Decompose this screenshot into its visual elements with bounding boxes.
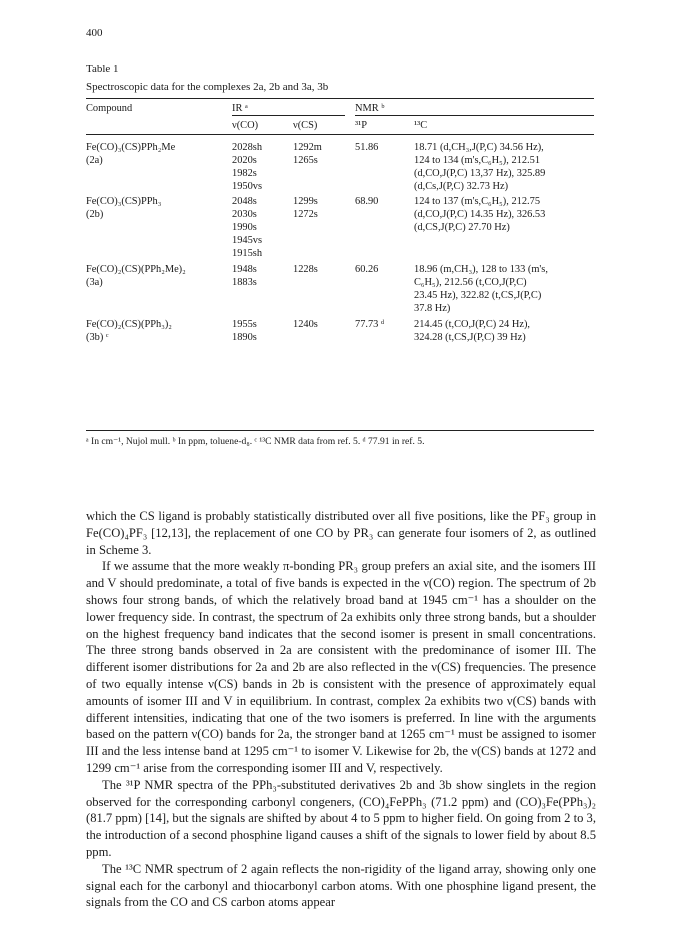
v-co-value: 1990s bbox=[232, 222, 257, 233]
v-co-value: 2030s bbox=[232, 209, 257, 220]
table-title: Table 1 bbox=[86, 63, 119, 75]
body-text bbox=[86, 508, 596, 911]
v-cs-value: 1265s bbox=[293, 155, 318, 166]
compound-formula: Fe(CO)₂(CS)(PPh₂Me)₂ bbox=[86, 264, 186, 275]
p31-value: 51.86 bbox=[355, 142, 379, 153]
p31-value: 60.26 bbox=[355, 264, 379, 275]
compound-label: (2a) bbox=[86, 155, 103, 166]
v-co-value: 1915sh bbox=[232, 248, 263, 259]
table-caption: Spectroscopic data for the complexes 2a, 2b and 3a, 3b bbox=[86, 81, 329, 93]
c13-value: (d,CS,J(P,C) 27.70 Hz) bbox=[414, 222, 510, 233]
compound-label: (2b) bbox=[86, 209, 104, 220]
table-bottom-rule bbox=[86, 430, 594, 431]
header-v-co: ν(CO) bbox=[232, 120, 259, 131]
c13-value: (d,CO,J(P,C) 13,37 Hz), 325.89 bbox=[414, 168, 546, 179]
c13-value: 23.45 Hz), 322.82 (t,CS,J(P,C) bbox=[414, 290, 542, 301]
compound-label: (3a) bbox=[86, 277, 103, 288]
v-cs-value: 1228s bbox=[293, 264, 318, 275]
v-co-value: 1945vs bbox=[232, 235, 263, 246]
p31-value: 68.90 bbox=[355, 196, 379, 207]
v-co-value: 1883s bbox=[232, 277, 257, 288]
table-footnote: ᵃ In cm⁻¹, Nujol mull. ᵇ In ppm, toluene-d₈. ᶜ ¹³C NMR data from ref. 5. ᵈ 77.91 in ref. 5. bbox=[86, 436, 425, 447]
v-co-value: 1890s bbox=[232, 332, 257, 343]
header-p31: ³¹P bbox=[355, 120, 368, 131]
c13-value: 18.71 (d,CH₃,J(P,C) 34.56 Hz), bbox=[414, 142, 544, 153]
compound-label: (3b) ᶜ bbox=[86, 332, 109, 343]
table-header-rule bbox=[86, 134, 594, 135]
v-co-value: 1948s bbox=[232, 264, 257, 275]
header-compound: Compound bbox=[86, 103, 133, 114]
nmr-group-rule bbox=[355, 115, 594, 116]
v-co-value: 2048s bbox=[232, 196, 257, 207]
header-nmr: NMR ᵇ bbox=[355, 103, 385, 114]
compound-formula: Fe(CO)₂(CS)(PPh₃)₂ bbox=[86, 319, 172, 330]
paragraph: which the CS ligand is probably statistically distributed over all five positions, like the PF₃ group in Fe(CO)₄PF₃ [12,13], the replacement of one CO by PR₃ can generate four isomers of 2, as outlined in Scheme 3. bbox=[86, 509, 596, 557]
c13-value: 124 to 134 (m's,C₆H₅), 212.51 bbox=[414, 155, 541, 166]
c13-value: (d,Cs,J(P,C) 32.73 Hz) bbox=[414, 181, 509, 192]
v-co-value: 2028sh bbox=[232, 142, 263, 153]
p31-value: 77.73 ᵈ bbox=[355, 319, 385, 330]
c13-value: 324.28 (t,CS,J(P,C) 39 Hz) bbox=[414, 332, 526, 343]
table-top-rule bbox=[86, 98, 594, 99]
page-number: 400 bbox=[86, 27, 103, 39]
header-c13: ¹³C bbox=[414, 120, 428, 131]
header-v-cs: ν(CS) bbox=[293, 120, 318, 131]
paragraph: If we assume that the more weakly π-bonding PR₃ group prefers an axial site, and the isomers III and V should predominate, a total of five bands is expected in the ν(CO) region. The spectrum of 2b shows four strong bands, of which the relatively broad band at 1945 cm⁻¹ has a shoulder on the lower frequency side. In contrast, the spectrum of 2a exhibits only three strong bands, but a shoulder on the highest frequency band indicates that the second isomer is present in small concentrations. The three strong bands observed in 2a are consistent with the predominance of isomer III. The different isomer distributions for 2a and 2b are also reflected in the ν(CS) frequencies. The presence of two equally intense ν(CS) bands in 2b is consistent with the presence of approximately equal amounts of isomer III and V in equilibrium. In contrast, complex 2a exhibits two ν(CS) bands with different intensities, indicating that one of the two isomers is preferred. In line with the arguments based on the pattern ν(CO) bands for 2a, the stronger band at 1265 cm⁻¹ must be assigned to isomer III and the less intense band at 1295 cm⁻¹ to isomer V. Likewise for 2b, the ν(CS) bands at 1272 and 1299 cm⁻¹ arise from the corresponding isomer III and V, respectively. bbox=[86, 559, 596, 775]
compound-formula: Fe(CO)₃(CS)PPh₂Me bbox=[86, 142, 176, 153]
c13-value: 124 to 137 (m's,C₆H₅), 212.75 bbox=[414, 196, 541, 207]
v-cs-value: 1292m bbox=[293, 142, 322, 153]
v-cs-value: 1240s bbox=[293, 319, 318, 330]
v-cs-value: 1299s bbox=[293, 196, 318, 207]
compound-formula: Fe(CO)₃(CS)PPh₃ bbox=[86, 196, 162, 207]
v-co-value: 1982s bbox=[232, 168, 257, 179]
c13-value: 18.96 (m,CH₃), 128 to 133 (m's, bbox=[414, 264, 548, 275]
v-cs-value: 1272s bbox=[293, 209, 318, 220]
v-co-value: 1950vs bbox=[232, 181, 263, 192]
ir-group-rule bbox=[232, 115, 345, 116]
c13-value: C₆H₅), 212.56 (t,CO,J(P,C) bbox=[414, 277, 527, 288]
c13-value: (d,CO,J(P,C) 14.35 Hz), 326.53 bbox=[414, 209, 546, 220]
c13-value: 214.45 (t,CO,J(P,C) 24 Hz), bbox=[414, 319, 531, 330]
paragraph: The ¹³C NMR spectrum of 2 again reflects the non-rigidity of the ligand array, showing only one signal each for the carbonyl and thiocarbonyl carbon atoms. With one phosphine ligand present, the signals from the CO and CS carbon atoms appear bbox=[86, 861, 596, 910]
c13-value: 37.8 Hz) bbox=[414, 303, 451, 314]
paragraph: The ³¹P NMR spectra of the PPh₃-substituted derivatives 2b and 3b show singlets in the region observed for the corresponding carbonyl congeners, (CO)₄FePPh₃ (71.2 ppm) and (CO)₃Fe(PPh₃)₂ (81.7 ppm) [14], but the signals are shifted by about 4 to 5 ppm to higher field. On going from 2 to 3, the introduction of a second phosphine ligand causes a shift of the signals to lower field by about 8.5 ppm. bbox=[86, 777, 596, 859]
header-ir: IR ᵃ bbox=[232, 103, 248, 114]
v-co-value: 1955s bbox=[232, 319, 257, 330]
v-co-value: 2020s bbox=[232, 155, 257, 166]
